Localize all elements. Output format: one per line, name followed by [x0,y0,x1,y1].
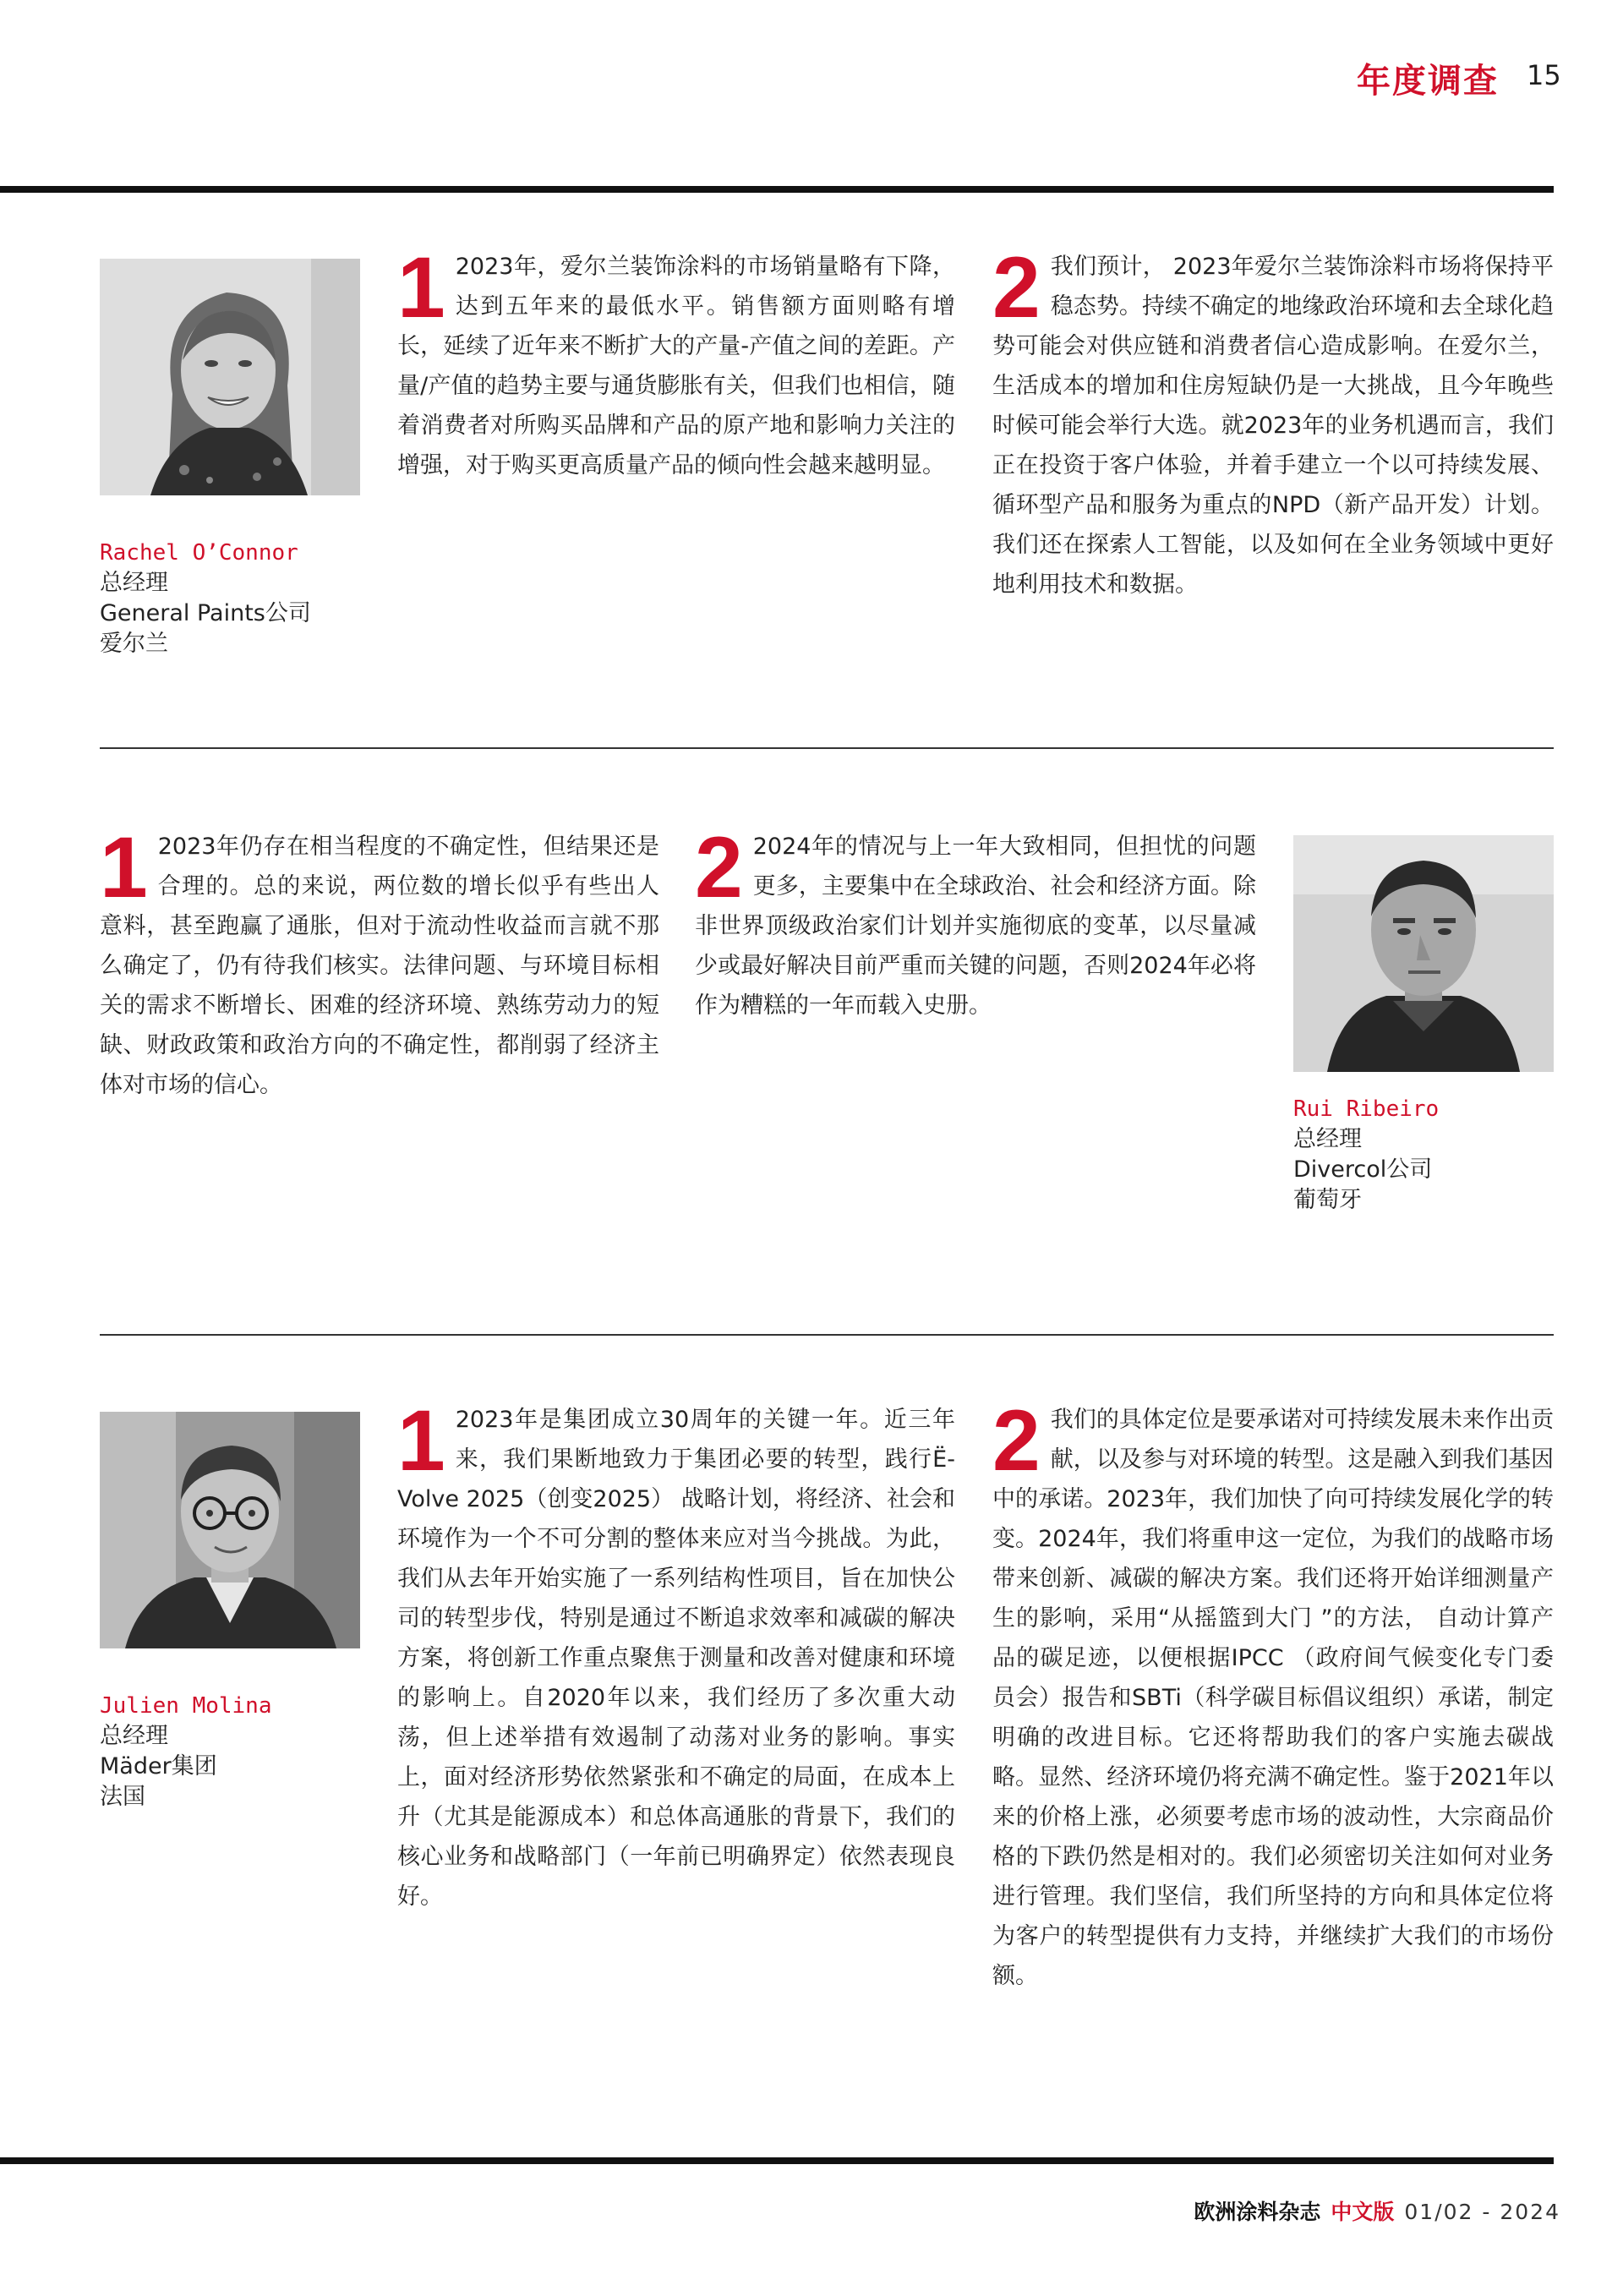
respondent-country: 法国 [100,1784,145,1810]
portrait-photo-rachel-oconnor [100,259,360,495]
respondent-name: Rui Ribeiro [1293,1096,1440,1122]
answer-text: 我们的具体定位是要承诺对可持续发展未来作出贡献，以及参与对环境的转型。这是融入到我们基因中的承诺。2023年，我们加快了向可持续发展化学的转变。2024年，我们将重申这一定位，为我们的战略市场带来创新、减碳的解决方案。我们还将开始详细测量产生的影响，采用“从摇篮到大门 ”的方法， 自动计算产品的碳足迹，以便根据IPCC （政府间气候变化专门委员会）报告和SBTi（科学碳目标倡议组织）承诺，制定明确的改进目标。它还将帮助我们的客户实施去碳战略。显然、经济环境仍将充满不确定性。鉴于2021年以来的价格上涨，必须要考虑市场的波动性，大宗商品价格的下跌仍然是相对的。我们必须密切关注如何对业务进行管理。我们坚信，我们所坚持的方向和具体定位将为客户的转型提供有力支持，并继续扩大我们的市场份额。 [992,1407,1554,1989]
answer-text: 2024年的情况与上一年大致相同，但担忧的问题更多，主要集中在全球政治、社会和经济方面。除非世界顶级政治家们计划并实施彻底的变革，以尽量减少或最好解决目前严重而关键的问题，否则2024年必将作为糟糕的一年而载入史册。 [695,834,1256,1019]
respondent-name: Julien Molina [100,1693,272,1719]
section-divider [100,1334,1554,1336]
issue-date: 01/02 - 2024 [1404,2200,1560,2224]
answer-2 [695,819,1256,1025]
answer-number: 2 [992,239,1041,336]
page-number: 15 [1527,59,1561,91]
respondent-country: 葡萄牙 [1293,1187,1362,1213]
answer-1 [397,1392,955,1916]
portrait-photo-julien-molina [100,1412,360,1648]
answer-1 [397,239,955,485]
respondent-info [100,1691,272,1812]
respondent-company: Mäder集团 [100,1753,217,1779]
answer-2 [992,239,1554,604]
portrait-photo-rui-ribeiro [1293,835,1554,1072]
answer-number: 1 [397,239,445,336]
answer-number: 1 [397,1392,445,1489]
answer-1 [100,819,659,1105]
respondent-name: Rachel O’Connor [100,540,298,566]
answer-text: 2023年，爱尔兰装饰涂料的市场销量略有下降，达到五年来的最低水平。销售额方面则略有增长，延续了近年来不断扩大的产量-产值之间的差距。产量/产值的趋势主要与通货膨胀有关，但我们也相信，随着消费者对所购买品牌和产品的原产地和影响力关注的增强，对于购买更高质量产品的倾向性会越来越明显。 [397,254,955,478]
section-divider [100,747,1554,749]
publication-name: 欧洲涂料杂志 [1194,2200,1321,2224]
answer-number: 1 [100,819,148,916]
respondent-title: 总经理 [1293,1126,1362,1152]
answer-number: 2 [695,819,743,916]
section-title: 年度调查 [1357,62,1499,101]
answer-number: 2 [992,1392,1041,1489]
respondent-company: Divercol公司 [1293,1156,1433,1183]
respondent-info [1293,1094,1439,1216]
edition-label: 中文版 [1331,2200,1395,2224]
respondent-title: 总经理 [100,570,168,596]
respondent-info [100,538,311,659]
footer [1194,2195,1560,2226]
answer-text: 2023年是集团成立30周年的关键一年。近三年来，我们果断地致力于集团必要的转型，践行Ë-Volve 2025（创变2025） 战略计划，将经济、社会和环境作为一个不可分割的整体来应对当今挑战。为此，我们从去年开始实施了一系列结构性项目，旨在加快公司的转型步伐，特别是通过不断追求效率和减碳的解决方案，将创新工作重点聚焦于测量和改善对健康和环境的影响上。自2020年以来，我们经历了多次重大动荡，但上述举措有效遏制了动荡对业务的影响。事实上，面对经济形势依然紧张和不确定的局面，在成本上升（尤其是能源成本）和总体高通胀的背景下，我们的核心业务和战略部门（一年前已明确界定）依然表现良好。 [397,1407,955,1910]
answer-text: 我们预计， 2023年爱尔兰装饰涂料市场将保持平稳态势。持续不确定的地缘政治环境和去全球化趋势可能会对供应链和消费者信心造成影响。在爱尔兰，生活成本的增加和住房短缺仍是一大挑战，且今年晚些时候可能会举行大选。就2023年的业务机遇而言，我们正在投资于客户体验，并着手建立一个以可持续发展、循环型产品和服务为重点的NPD（新产品开发）计划。我们还在探索人工智能，以及如何在全业务领域中更好地利用技术和数据。 [992,254,1554,598]
answer-text: 2023年仍存在相当程度的不确定性，但结果还是合理的。总的来说，两位数的增长似乎有些出人意料，甚至跑赢了通胀，但对于流动性收益而言就不那么确定了，仍有待我们核实。法律问题、与环境目标相关的需求不断增长、困难的经济环境、熟练劳动力的短缺、财政政策和政治方向的不确定性，都削弱了经济主体对市场的信心。 [100,834,659,1098]
footer-rule [0,2157,1554,2164]
header-rule [0,186,1554,193]
respondent-title: 总经理 [100,1723,168,1749]
answer-2 [992,1392,1554,1996]
respondent-country: 爱尔兰 [100,631,168,657]
respondent-company: General Paints公司 [100,600,311,626]
